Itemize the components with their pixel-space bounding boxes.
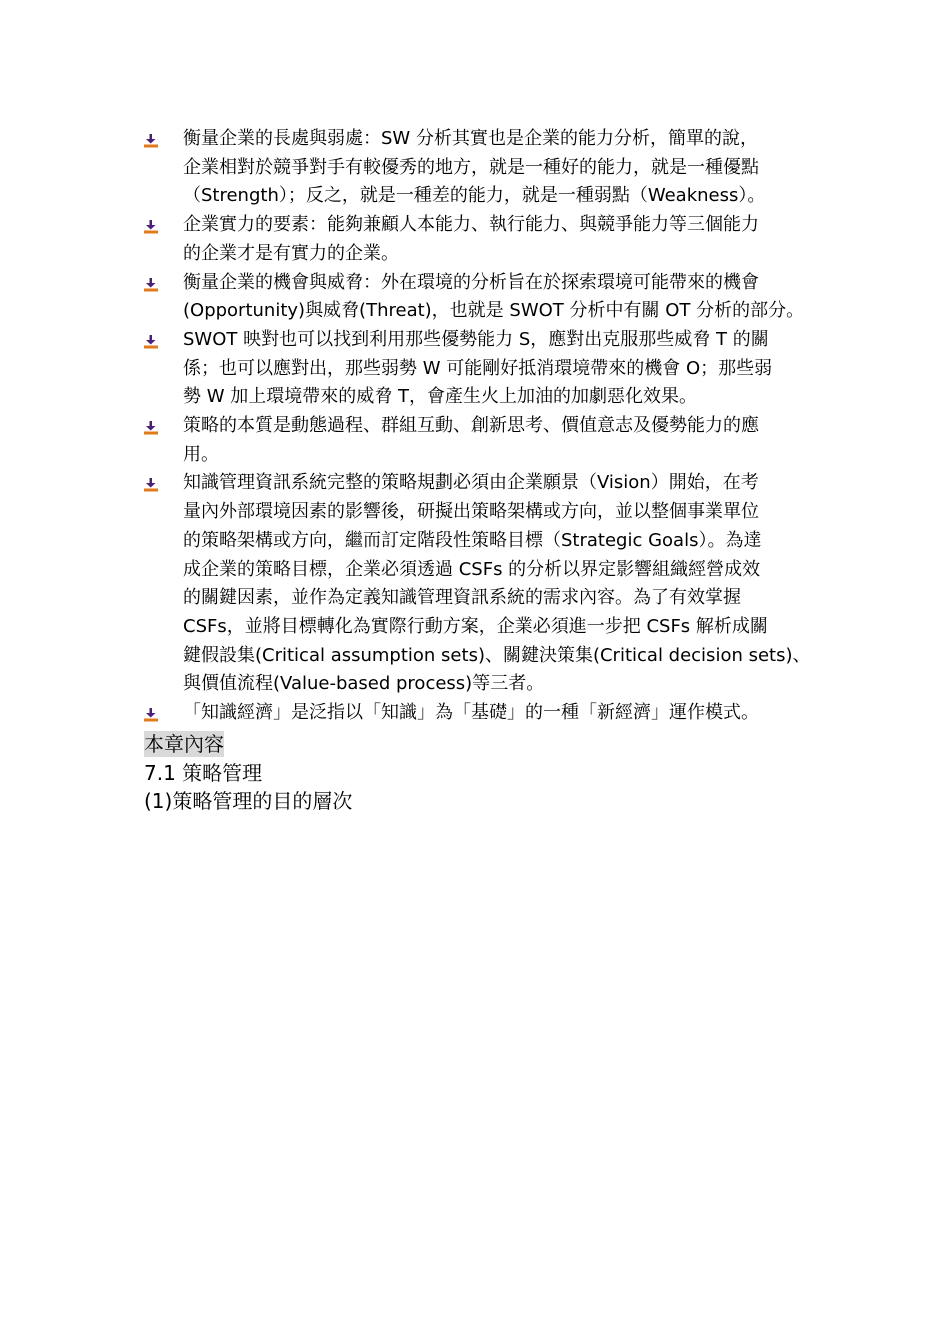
- bullet-list: [142, 125, 812, 728]
- bullet-text: 策略的本質是動態過程、群組互動、創新思考、價值意志及優勢能力的應 用。: [183, 415, 759, 465]
- bullet-text: 企業實力的要素：能夠兼顧人本能力、執行能力、與競爭能力等三個能力 的企業才是有實力的企業。: [183, 214, 759, 264]
- arrow-down-bullet-icon: [144, 708, 159, 722]
- arrow-down-bullet-icon: [144, 478, 159, 492]
- bullet-text: 衡量企業的機會與威脅：外在環境的分析旨在於探索環境可能帶來的機會 (Opportunity)與威脅(Threat)，也就是 SWOT 分析中有關 OT 分析的部分。: [183, 271, 805, 322]
- list-item: [142, 326, 812, 412]
- arrow-down-bullet-icon: [144, 278, 159, 292]
- arrow-down-bullet-icon: [144, 134, 159, 148]
- bullet-text: 知識管理資訊系統完整的策略規劃必須由企業願景（Vision）開始，在考 量內外部環境因素的影響後，研擬出策略架構或方向，並以整個事業單位 的策略架構或方向，繼而訂定階段性策略目標（Strategic Goals）。為達 成企業的策略目標，企業必須透過 CSFs 的分析以界定影響組織經營成效 的關鍵因素，並作為定義知識管理資訊系統的需求內容。為了有效掌握 CSFs，並將目標轉化為實際行動方案，企業必須進一步把 CSFs 解析成關 鍵假設集(Critical assumption sets)、關鍵決策集(Critical decision sets)、 與價值流程(Value-based process)等三者。: [183, 472, 811, 695]
- bullet-text: 衡量企業的長處與弱處：SW 分析其實也是企業的能力分析，簡單的說， 企業相對於競爭對手有較優秀的地方，就是一種好的能力，就是一種優點 （Strength）；反之，就是一種差的能力，就是一種弱點（Weakness）。: [183, 128, 766, 207]
- arrow-down-bullet-icon: [144, 220, 159, 234]
- section-heading: 7.1 策略管理: [144, 760, 263, 785]
- list-item: [142, 469, 812, 699]
- subsection-heading: (1)策略管理的目的層次: [144, 789, 353, 813]
- arrow-down-bullet-icon: [144, 421, 159, 435]
- list-item: [142, 269, 812, 326]
- bullet-text: 「知識經濟」是泛指以「知識」為「基礎」的一種「新經濟」運作模式。: [183, 702, 759, 724]
- section-headings: [144, 730, 352, 816]
- list-item: [142, 412, 812, 469]
- chapter-heading-text: 本章內容: [144, 732, 224, 756]
- bullet-text: SWOT 映對也可以找到利用那些優勢能力 S，應對出克服那些威脅 T 的關 係；也可以應對出，那些弱勢 W 可能剛好抵消環境帶來的機會 O；那些弱 勢 W 加上環境帶來的威脅 T，會產生火上加油的加劇惡化效果。: [183, 328, 773, 408]
- arrow-down-bullet-icon: [144, 335, 159, 349]
- list-item: [142, 125, 812, 211]
- list-item: [142, 699, 812, 728]
- chapter-heading: [144, 730, 352, 759]
- list-item: [142, 211, 812, 268]
